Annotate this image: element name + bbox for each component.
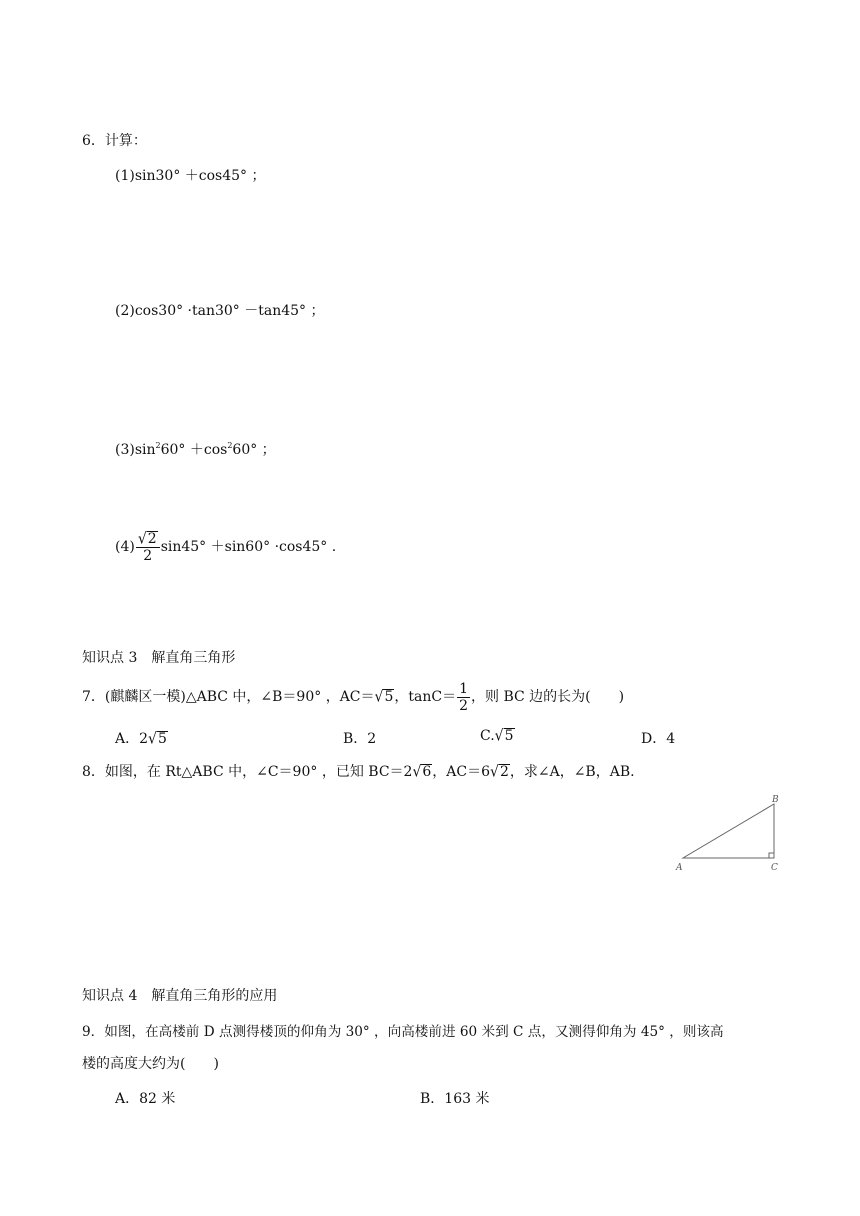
- q9-stem-line2: 楼的高度大约为( ): [82, 1056, 219, 1072]
- right-triangle-figure: [670, 790, 790, 875]
- q6-part3-sup1: 2: [155, 441, 161, 450]
- q6-part4: [115, 530, 336, 564]
- vertex-label-a: A: [676, 863, 683, 873]
- q6-part3-sup2: 2: [227, 441, 233, 450]
- q6-part2: (2)cos30° ·tan30° －tan45° ；: [115, 303, 325, 319]
- q8-stem: 8．如图，在 Rt△ABC 中，∠C＝90° ，已知 BC＝2√6，AC＝6√2，求∠A，∠B，AB.: [82, 763, 635, 781]
- q7-option-c: C.√5: [480, 727, 514, 745]
- q6-part4-fraction: $\frac{√2}{2}$: [136, 531, 160, 564]
- q6-part1: (1)sin30° ＋cos45° ；: [115, 168, 266, 184]
- q6-part4-b: sin45° ＋sin60° ·cos45° .: [160, 539, 337, 555]
- q7-stem: 7．(麒麟区一模)△ABC 中，∠B＝90° ，AC＝√5，tanC＝ $\frac{1}{2}$ ，则 BC 边的长为( ): [82, 680, 625, 714]
- q9-stem-line1: 9．如图，在高楼前 D 点测得楼顶的仰角为 30° ，向高楼前进 60 米到 C 点，又测得仰角为 45° ，则该高: [82, 1024, 724, 1040]
- q7-option-a: A．2√5: [115, 730, 167, 748]
- q6-part3-c: 60° ；: [232, 442, 276, 458]
- sqrt-symbol: √6: [412, 763, 432, 781]
- kp3-heading: 知识点 3 解直角三角形: [82, 650, 236, 666]
- sqrt-symbol: √2: [490, 763, 509, 781]
- sqrt-symbol: √5: [374, 688, 394, 706]
- sqrt-symbol: √2: [137, 529, 157, 548]
- right-angle-mark: [769, 853, 774, 858]
- q9-option-b: B．163 米: [420, 1091, 490, 1107]
- q7-option-d: D．4: [641, 731, 676, 747]
- q6-part3-b: 60° ＋cos: [160, 442, 228, 458]
- q6-part4-a: (4): [115, 539, 135, 555]
- q7-tan-fraction: $\frac{1}{2}$: [459, 680, 468, 714]
- q6-title: 6．计算：: [82, 133, 147, 149]
- q7-option-b: B．2: [343, 731, 377, 747]
- q9-option-a: A．82 米: [115, 1091, 176, 1107]
- triangle-shape: [683, 804, 774, 858]
- vertex-label-c: C: [771, 863, 778, 873]
- vertex-label-b: B: [772, 795, 779, 805]
- kp4-heading: 知识点 4 解直角三角形的应用: [82, 988, 278, 1004]
- q6-part3: [115, 436, 276, 460]
- q6-part3-a: (3)sin: [115, 442, 156, 458]
